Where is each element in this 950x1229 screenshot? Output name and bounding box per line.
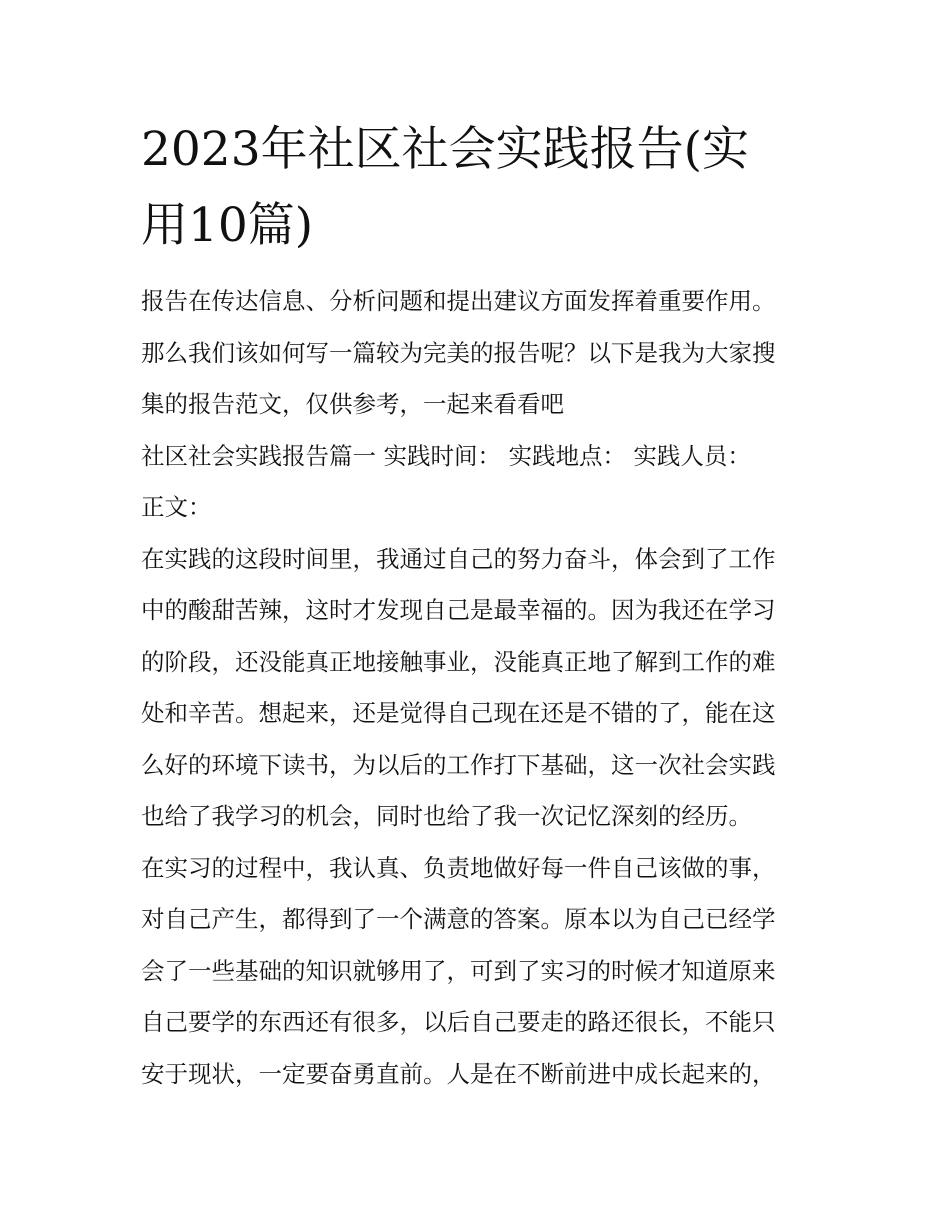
section-heading-line: 社区社会实践报告篇一 实践时间： 实践地点： 实践人员： <box>141 441 751 470</box>
document-title <box>141 112 821 264</box>
text-line: 安于现状，一定要奋勇直前。人是在不断前进中成长起来的， <box>141 1059 776 1088</box>
title-line-2: 用10篇) <box>141 198 314 253</box>
text-line: 处和辛苦。想起来，还是觉得自己现在还是不错的了，能在这 <box>141 699 776 727</box>
text-line: 的阶段，还没能真正地接触事业，没能真正地了解到工作的难 <box>141 647 776 676</box>
text-line: 报告在传达信息、分析问题和提出建议方面发挥着重要作用。 <box>141 287 776 315</box>
text-line: 对自己产生，都得到了一个满意的答案。原本以为自己已经学 <box>141 905 776 933</box>
document-body <box>141 276 821 1100</box>
text-line: 集的报告范文，仅供参考，一起来看看吧 <box>141 390 564 418</box>
text-line: 会了一些基础的知识就够用了，可到了实习的时候才知道原来 <box>141 956 776 985</box>
text-line: 在实习的过程中，我认真、负责地做好每一件自己该做的事， <box>141 853 776 882</box>
title-line-1: 2023年社区社会实践报告(实 <box>141 122 749 177</box>
text-line: 也给了我学习的机会，同时也给了我一次记忆深刻的经历。 <box>141 802 752 830</box>
text-line: 中的酸甜苦辣，这时才发现自己是最幸福的。因为我还在学习 <box>141 596 776 624</box>
text-line: 那么我们该如何写一篇较为完美的报告呢？以下是我为大家搜 <box>141 338 776 367</box>
text-line: 在实践的这段时间里，我通过自己的努力奋斗，体会到了工作 <box>141 544 776 573</box>
text-line: 自己要学的东西还有很多，以后自己要走的路还很长，不能只 <box>141 1008 776 1036</box>
text-line: 正文： <box>141 493 212 521</box>
text-line: 么好的环境下读书，为以后的工作打下基础，这一次社会实践 <box>141 750 776 779</box>
